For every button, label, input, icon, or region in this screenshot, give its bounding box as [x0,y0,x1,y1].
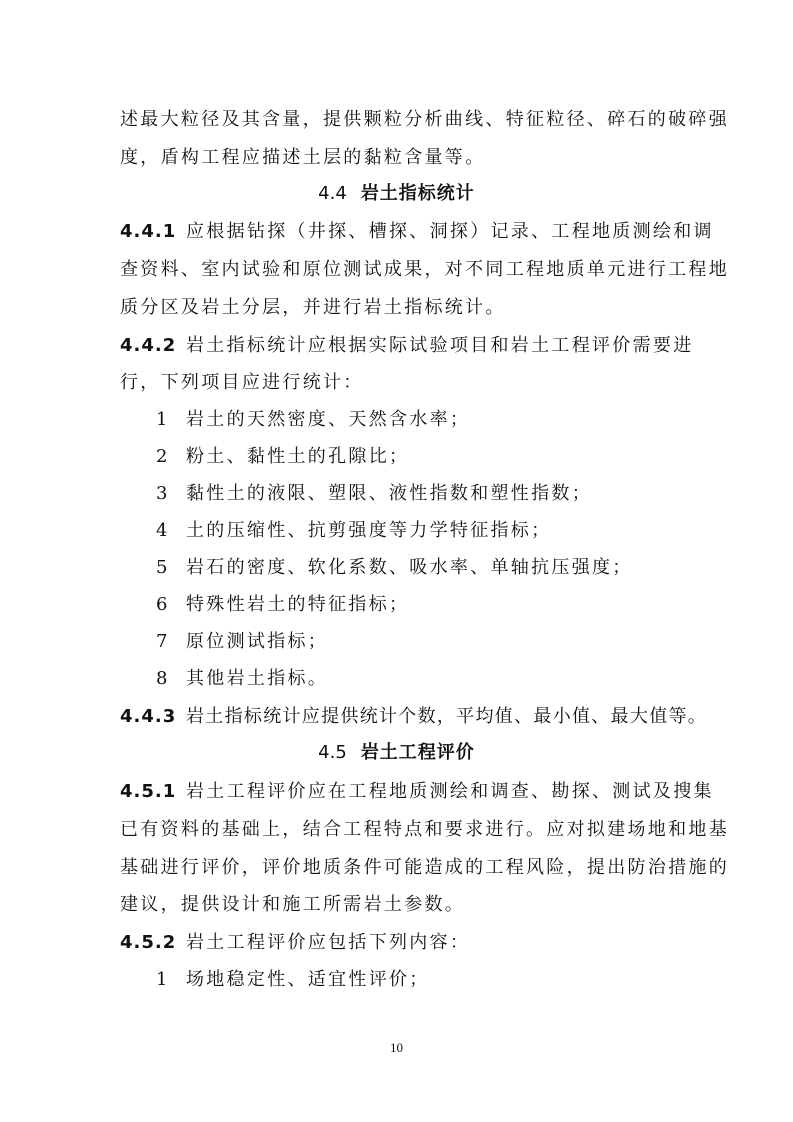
list-item [156,408,470,432]
list-item-text: 岩土的天然密度、天然含水率； [186,409,471,430]
list-item-number: 1 [156,409,168,430]
list-item-text: 原位测试指标； [186,631,329,652]
section-heading-4-4 [0,182,793,206]
clause-number: 4.4.2 [120,335,177,356]
section-number: 4.4 [318,183,347,204]
list-item-text: 土的压缩性、抗剪强度等力学特征指标； [186,520,552,541]
list-item [156,519,551,543]
clause-number: 4.4.3 [120,706,177,727]
list-item-text: 其他岩土指标。 [186,668,329,689]
list-item-text: 黏性土的液限、塑限、液性指数和塑性指数； [186,483,592,504]
list-item-text: 场地稳定性、适宜性评价； [186,969,430,990]
list-item [156,593,409,617]
paragraph-line: 已有资料的基础上，结合工程特点和要求进行。应对拟建场地和地基 [120,819,729,840]
paragraph-line: 基础进行评价，评价地质条件可能造成的工程风险，提出防治措施的 [120,857,729,878]
list-item [156,968,430,992]
list-item-number: 5 [156,557,168,578]
paragraph-line: 度，盾构工程应描述土层的黏粒含量等。 [120,147,486,168]
list-item-number: 8 [156,668,168,689]
clause-4-5-1 [120,780,714,804]
list-item-number: 3 [156,483,168,504]
clause-number: 4.5.2 [120,932,177,953]
section-number: 4.5 [318,742,347,763]
clause-4-4-1 [120,220,714,244]
clause-number: 4.5.1 [120,781,177,802]
paragraph-line: 查资料、室内试验和原位测试成果，对不同工程地质单元进行工程地 [120,259,729,280]
clause-text: 岩土工程评价应在工程地质测绘和调查、勘探、测试及搜集 [186,781,714,802]
section-heading-4-5 [0,741,793,765]
page-number: 10 [390,1040,403,1055]
list-item [156,630,328,654]
list-item-text: 特殊性岩土的特征指标； [186,594,410,615]
clause-4-4-2 [120,334,694,358]
clause-number: 4.4.1 [120,221,177,242]
clause-text: 应根据钻探（井探、槽探、洞探）记录、工程地质测绘和调 [186,221,714,242]
list-item [156,667,328,691]
clause-text: 岩土指标统计应根据实际试验项目和岩土工程评价需要进 [186,335,694,356]
list-item-text: 粉土、黏性土的孔隙比； [186,446,410,467]
clause-4-4-3 [120,705,707,729]
list-item-number: 6 [156,594,168,615]
section-title: 岩土指标统计 [360,183,475,204]
paragraph-line: 述最大粒径及其含量，提供颗粒分析曲线、特征粒径、碎石的破碎强 [120,109,729,130]
paragraph-line: 建议，提供设计和施工所需岩土参数。 [120,894,466,915]
list-item-number: 2 [156,446,168,467]
list-item [156,482,592,506]
paragraph-line: 行，下列项目应进行统计： [120,372,364,393]
list-item-number: 4 [156,520,168,541]
list-item [156,556,633,580]
list-item-number: 1 [156,969,168,990]
section-title: 岩土工程评价 [360,742,475,763]
paragraph-line: 质分区及岩土分层，并进行岩土指标统计。 [120,297,506,318]
list-item-number: 7 [156,631,168,652]
clause-text: 岩土工程评价应包括下列内容： [186,932,471,953]
clause-4-5-2 [120,931,470,955]
clause-text: 岩土指标统计应提供统计个数，平均值、最小值、最大值等。 [186,706,708,727]
list-item-text: 岩石的密度、软化系数、吸水率、单轴抗压强度； [186,557,633,578]
list-item [156,445,409,469]
